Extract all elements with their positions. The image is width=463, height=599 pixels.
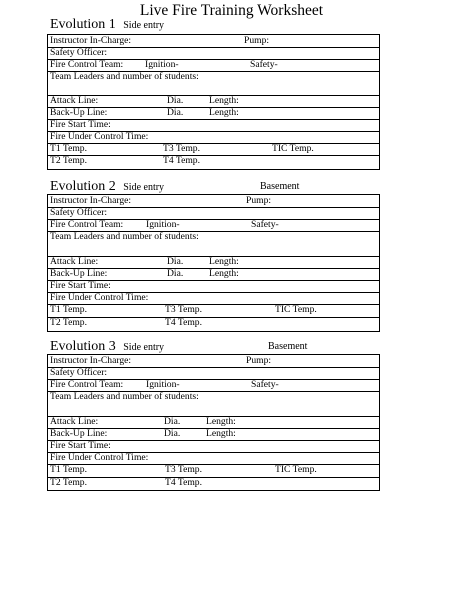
- fire-control-label: Fire Control Team:: [50, 59, 124, 70]
- temp-row-2: [48, 477, 379, 489]
- ignition-label: Ignition-: [146, 379, 180, 390]
- dia-label: Dia.: [164, 428, 181, 439]
- ignition-label: Ignition-: [145, 59, 179, 70]
- temp-row-2: [48, 155, 379, 167]
- temp-row-1: [48, 464, 379, 478]
- evolution-3-heading: [50, 339, 308, 355]
- attack-line-label: Attack Line:: [50, 256, 99, 267]
- pump-label: Pump:: [246, 195, 272, 206]
- team-leaders-row: [48, 391, 379, 417]
- backup-line-label: Back-Up Line:: [50, 107, 108, 118]
- evolution-title: Evolution 1: [50, 17, 116, 32]
- pump-label: Pump:: [246, 355, 272, 366]
- safety-officer-label: Safety Officer:: [50, 47, 108, 58]
- tic-temp-label: TIC Temp.: [275, 464, 317, 475]
- safety-label: Safety-: [251, 379, 279, 390]
- team-leaders-label: Team Leaders and number of students:: [50, 391, 199, 402]
- tic-temp-label: TIC Temp.: [272, 143, 314, 154]
- entry-type: Side entry: [123, 182, 165, 193]
- attack-line-label: Attack Line:: [50, 416, 99, 427]
- fire-under-control-label: Fire Under Control Time:: [50, 292, 149, 303]
- temp-row-1: [48, 304, 379, 318]
- t3-temp-label: T3 Temp.: [165, 304, 202, 315]
- length-label: Length:: [206, 428, 236, 439]
- evolution-3-form: [47, 354, 380, 491]
- dia-label: Dia.: [167, 107, 184, 118]
- safety-officer-label: Safety Officer:: [50, 207, 108, 218]
- safety-label: Safety-: [250, 59, 278, 70]
- fire-start-label: Fire Start Time:: [50, 119, 111, 130]
- evolution-title: Evolution 3: [50, 339, 116, 354]
- fire-control-label: Fire Control Team:: [50, 219, 124, 230]
- t2-temp-label: T2 Temp.: [50, 477, 87, 488]
- pump-label: Pump:: [244, 35, 270, 46]
- backup-line-label: Back-Up Line:: [50, 268, 108, 279]
- tic-temp-label: TIC Temp.: [275, 304, 317, 315]
- t3-temp-label: T3 Temp.: [163, 143, 200, 154]
- dia-label: Dia.: [164, 416, 181, 427]
- team-leaders-row: [48, 231, 379, 257]
- ignition-label: Ignition-: [146, 219, 180, 230]
- team-leaders-row: [48, 71, 379, 96]
- t4-temp-label: T4 Temp.: [163, 155, 200, 166]
- length-label: Length:: [209, 268, 239, 279]
- location-label: Basement: [260, 181, 300, 192]
- t1-temp-label: T1 Temp.: [50, 304, 87, 315]
- evolution-title: Evolution 2: [50, 179, 116, 194]
- fire-start-label: Fire Start Time:: [50, 440, 111, 451]
- team-leaders-label: Team Leaders and number of students:: [50, 71, 199, 82]
- length-label: Length:: [209, 107, 239, 118]
- safety-label: Safety-: [251, 219, 279, 230]
- t2-temp-label: T2 Temp.: [50, 317, 87, 328]
- length-label: Length:: [209, 256, 239, 267]
- length-label: Length:: [209, 95, 239, 106]
- length-label: Length:: [206, 416, 236, 427]
- evolution-2-form: [47, 194, 380, 332]
- backup-line-label: Back-Up Line:: [50, 428, 108, 439]
- t1-temp-label: T1 Temp.: [50, 464, 87, 475]
- fire-start-label: Fire Start Time:: [50, 280, 111, 291]
- location-label: Basement: [268, 341, 308, 352]
- safety-officer-label: Safety Officer:: [50, 367, 108, 378]
- dia-label: Dia.: [167, 95, 184, 106]
- team-leaders-label: Team Leaders and number of students:: [50, 231, 199, 242]
- dia-label: Dia.: [167, 256, 184, 267]
- t1-temp-label: T1 Temp.: [50, 143, 87, 154]
- entry-type: Side entry: [123, 342, 165, 353]
- t4-temp-label: T4 Temp.: [165, 317, 202, 328]
- fire-control-label: Fire Control Team:: [50, 379, 124, 390]
- attack-line-label: Attack Line:: [50, 95, 99, 106]
- evolution-1-heading: [50, 17, 164, 33]
- dia-label: Dia.: [167, 268, 184, 279]
- t2-temp-label: T2 Temp.: [50, 155, 87, 166]
- evolution-1-form: [47, 34, 380, 170]
- instructor-label: Instructor In-Charge:: [50, 355, 132, 366]
- evolution-2-heading: [50, 179, 300, 195]
- t4-temp-label: T4 Temp.: [165, 477, 202, 488]
- instructor-label: Instructor In-Charge:: [50, 35, 132, 46]
- instructor-label: Instructor In-Charge:: [50, 195, 132, 206]
- page-title: Live Fire Training Worksheet: [139, 2, 324, 19]
- fire-under-control-label: Fire Under Control Time:: [50, 452, 149, 463]
- temp-row-2: [48, 317, 379, 329]
- fire-under-control-label: Fire Under Control Time:: [50, 131, 149, 142]
- entry-type: Side entry: [123, 20, 165, 31]
- t3-temp-label: T3 Temp.: [165, 464, 202, 475]
